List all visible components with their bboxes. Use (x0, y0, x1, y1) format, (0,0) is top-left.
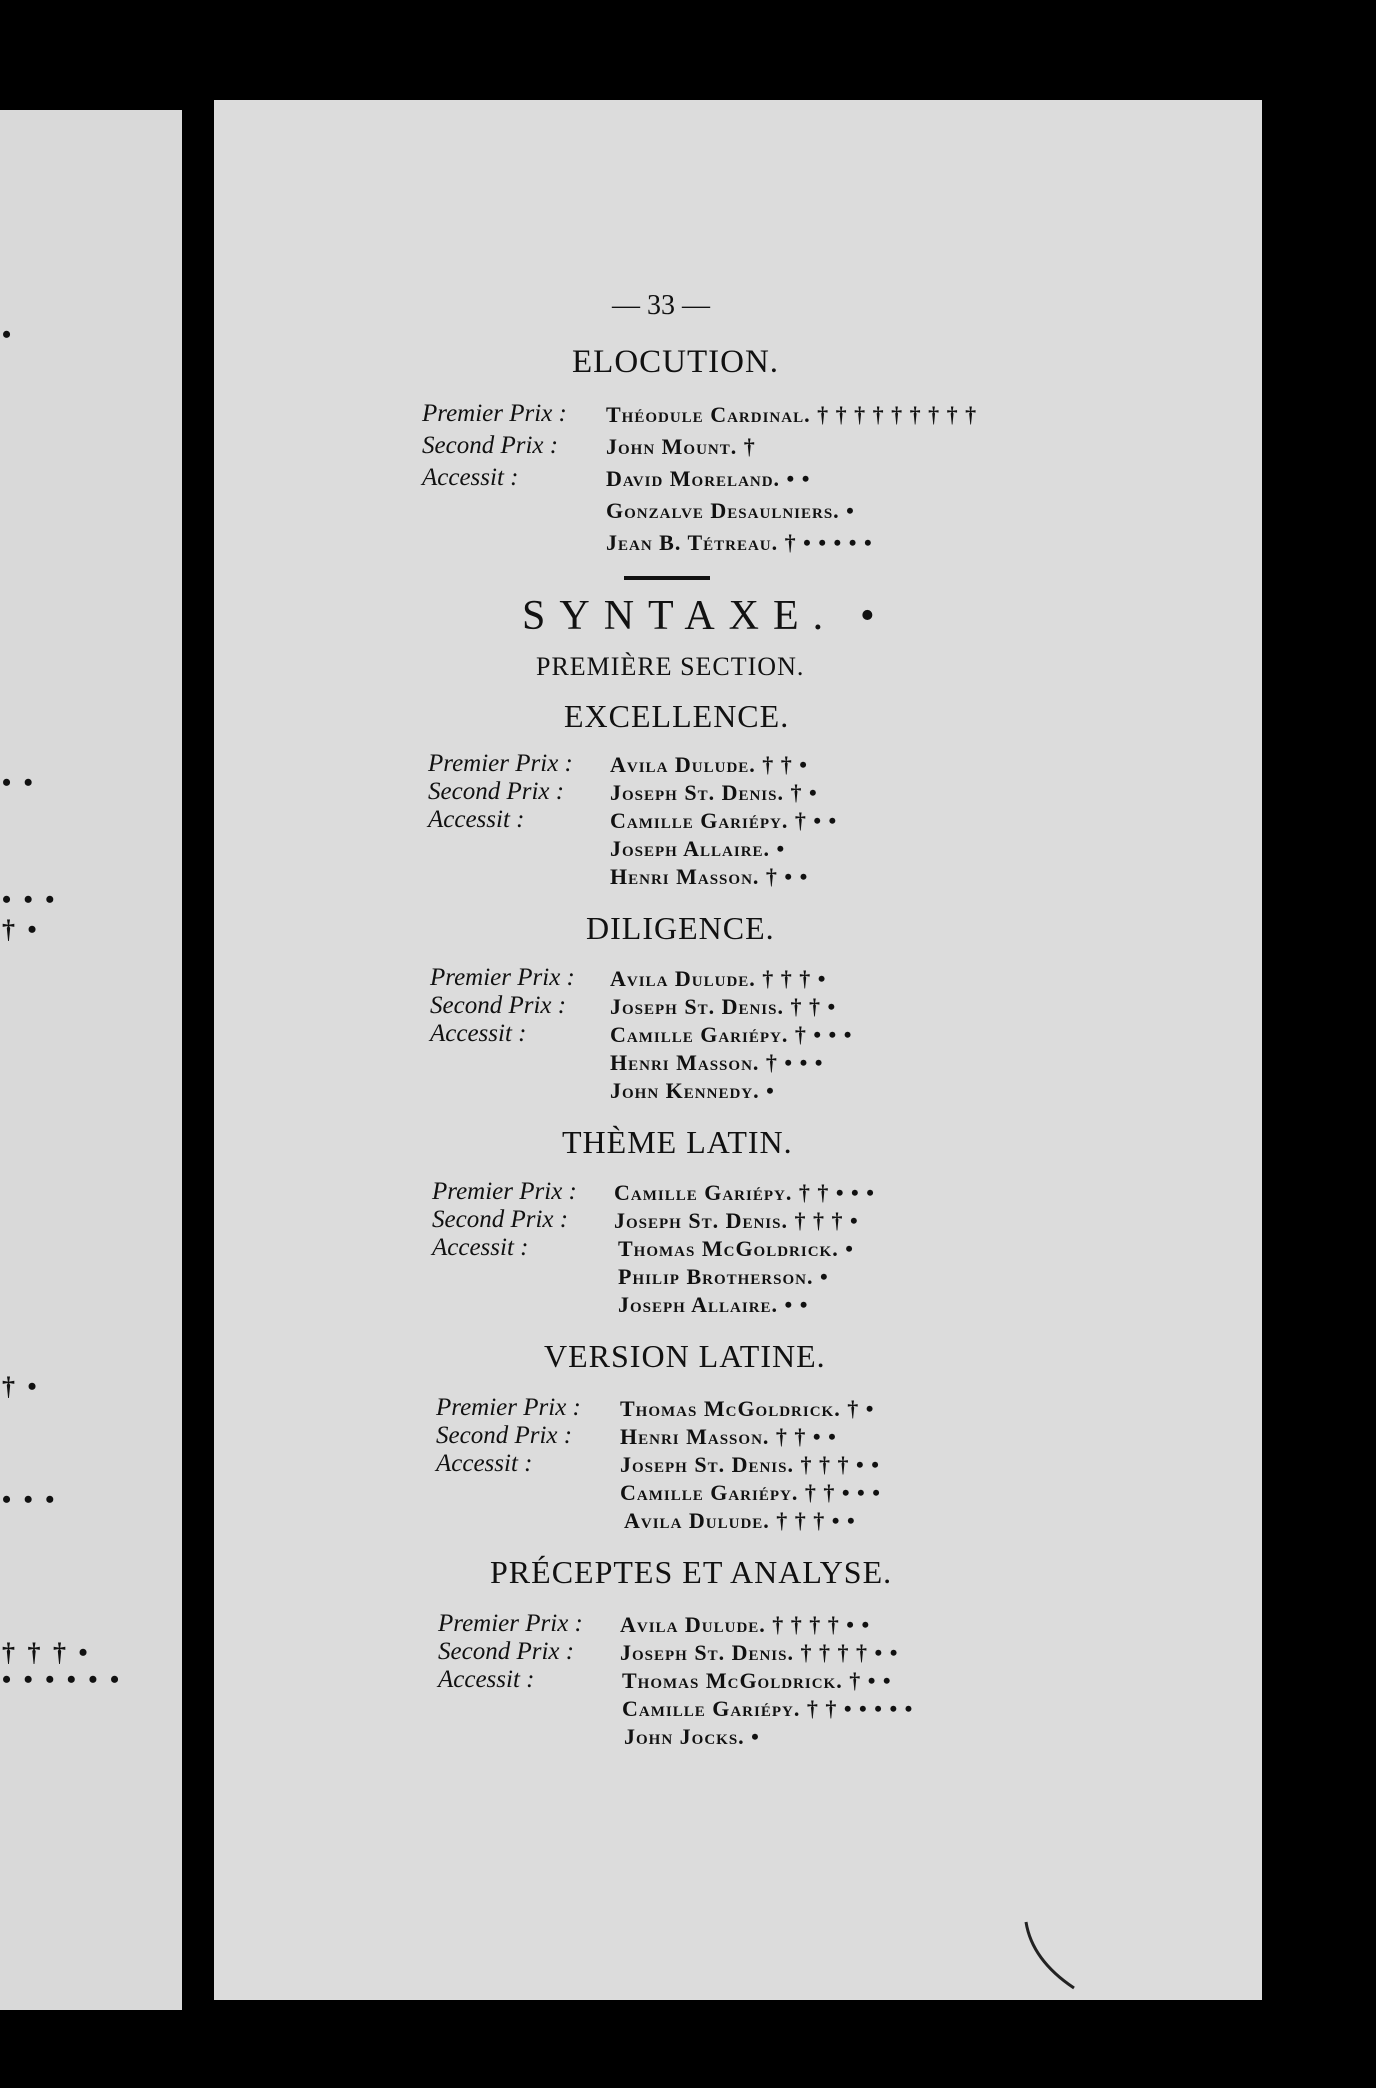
prize-label: Accessit : (432, 1234, 529, 1261)
laureate-name: Joseph St. Denis. † † † • • (620, 1452, 880, 1477)
laureate-name: Joseph St. Denis. † † • (610, 994, 837, 1019)
syntaxe-heading: SYNTAXE. (522, 593, 838, 639)
laureate-name: Camille Gariépy. † † • • • (614, 1180, 875, 1205)
subject-heading: VERSION LATINE. (544, 1338, 826, 1374)
prize-label: Premier Prix : (438, 1610, 583, 1637)
previous-page-mark: • • • (2, 1485, 58, 1514)
laureate-name: Gonzalve Desaulniers. • (606, 498, 855, 523)
laureate-name: John Jocks. • (624, 1724, 760, 1749)
prize-label: Second Prix : (436, 1422, 573, 1449)
prize-label: Premier Prix : (436, 1394, 581, 1421)
laureate-name: Henri Masson. † • • • (610, 1050, 824, 1075)
prize-label: Second Prix : (422, 432, 559, 459)
previous-page-mark: • • (2, 768, 36, 797)
laureate-name: Joseph St. Denis. † † † • (614, 1208, 859, 1233)
previous-page-mark: • • • • • • (2, 1665, 123, 1694)
laureate-name: Théodule Cardinal. † † † † † † † † † (606, 402, 978, 427)
prize-label: Second Prix : (438, 1638, 575, 1665)
prize-label: Accessit : (436, 1450, 533, 1477)
laureate-name: Camille Gariépy. † † • • • (620, 1480, 881, 1505)
prize-label: Second Prix : (428, 778, 565, 805)
prize-label: Second Prix : (432, 1206, 569, 1233)
prize-label: Accessit : (422, 464, 519, 491)
laureate-name: Camille Gariépy. † • • (610, 808, 838, 833)
previous-page-mark: • • • (2, 885, 58, 914)
syntaxe-dot: • (860, 593, 875, 639)
laureate-name: Henri Masson. † • • (610, 864, 809, 889)
laureate-name: Camille Gariépy. † • • • (610, 1022, 853, 1047)
previous-page-mark: † • (2, 1372, 40, 1401)
laureate-name: Avila Dulude. † † † • (610, 966, 827, 991)
laureate-name: Henri Masson. † † • • (620, 1424, 837, 1449)
prize-label: Second Prix : (430, 992, 567, 1019)
prize-label: Accessit : (428, 806, 525, 833)
prize-label: Accessit : (430, 1020, 527, 1047)
subject-heading: PRÉCEPTES ET ANALYSE. (490, 1554, 893, 1590)
previous-page-mark: • (2, 320, 15, 349)
previous-page-mark: † • (2, 915, 40, 944)
laureate-name: Thomas McGoldrick. • (618, 1236, 854, 1261)
document-page (214, 100, 1262, 2000)
subject-heading: THÈME LATIN. (562, 1124, 793, 1160)
laureate-name: Joseph Allaire. • (610, 836, 786, 861)
laureate-name: Avila Dulude. † † † • • (624, 1508, 856, 1533)
section-title: PREMIÈRE SECTION. (536, 652, 805, 681)
prize-label: Premier Prix : (432, 1178, 577, 1205)
laureate-name: John Mount. † (606, 434, 756, 459)
prize-label: Premier Prix : (422, 400, 567, 427)
book-gutter (182, 0, 214, 2088)
laureate-name: Philip Brotherson. • (618, 1264, 829, 1289)
laureate-name: Joseph St. Denis. † • (610, 780, 818, 805)
prize-label: Accessit : (438, 1666, 535, 1693)
elocution-heading: ELOCUTION. (572, 344, 780, 380)
laureate-name: John Kennedy. • (610, 1078, 775, 1103)
section-divider (624, 576, 710, 580)
laureate-name: David Moreland. • • (606, 466, 811, 491)
laureate-name: Jean B. Tétreau. † • • • • • (606, 530, 873, 555)
prize-label: Premier Prix : (428, 750, 573, 777)
prize-label: Premier Prix : (430, 964, 575, 991)
laureate-name: Joseph Allaire. • • (618, 1292, 809, 1317)
page-number: — 33 — (612, 290, 710, 321)
laureate-name: Avila Dulude. † † † † • • (620, 1612, 871, 1637)
laureate-name: Thomas McGoldrick. † • • (622, 1668, 892, 1693)
subject-heading: EXCELLENCE. (564, 698, 790, 734)
laureate-name: Thomas McGoldrick. † • (620, 1396, 875, 1421)
laureate-name: Camille Gariépy. † † • • • • • (622, 1696, 914, 1721)
laureate-name: Avila Dulude. † † • (610, 752, 808, 777)
subject-heading: DILIGENCE. (586, 910, 775, 946)
previous-page-edge (0, 110, 182, 2010)
laureate-name: Joseph St. Denis. † † † † • • (620, 1640, 899, 1665)
scan-mark-icon (1024, 1920, 1084, 1990)
previous-page-mark: † † † • (2, 1638, 91, 1667)
